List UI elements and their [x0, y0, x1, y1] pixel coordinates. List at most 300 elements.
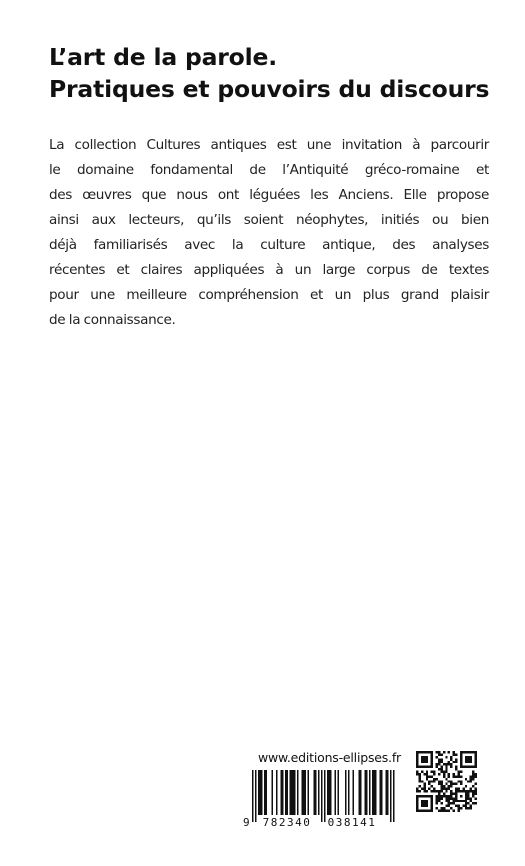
qr-module — [465, 797, 467, 799]
qr-module — [443, 810, 445, 812]
qr-module — [453, 800, 455, 802]
qr-module — [455, 761, 457, 763]
qr-module — [470, 758, 472, 760]
qr-module — [457, 773, 459, 775]
qr-module — [450, 756, 452, 758]
qr-module — [475, 788, 477, 790]
qr-module — [450, 758, 452, 760]
qr-module — [418, 778, 420, 780]
qr-module — [440, 795, 442, 797]
qr-module — [423, 785, 425, 787]
qr-module — [455, 768, 457, 770]
qr-module — [455, 788, 457, 790]
qr-module — [460, 761, 462, 763]
qr-module — [426, 756, 428, 758]
qr-module — [453, 773, 455, 775]
qr-module — [426, 790, 428, 792]
qr-module — [448, 785, 450, 787]
qr-module — [448, 780, 450, 782]
qr-module — [448, 763, 450, 765]
qr-module — [440, 758, 442, 760]
barcode-bar — [276, 770, 278, 815]
qr-module — [418, 810, 420, 812]
qr-module — [455, 792, 457, 794]
qr-module — [440, 797, 442, 799]
qr-module — [440, 785, 442, 787]
qr-module — [460, 795, 462, 797]
qr-module — [457, 788, 459, 790]
qr-module — [433, 773, 435, 775]
barcode-bar — [297, 770, 299, 815]
qr-module — [423, 773, 425, 775]
qr-module — [445, 766, 447, 768]
qr-module — [455, 766, 457, 768]
qr-module — [416, 758, 418, 760]
qr-module — [416, 788, 418, 790]
qr-module — [455, 783, 457, 785]
qr-module — [431, 763, 433, 765]
qr-module — [426, 800, 428, 802]
barcode-bar — [345, 770, 347, 815]
book-title — [49, 41, 499, 105]
qr-module — [423, 802, 425, 804]
barcode-bar — [290, 770, 292, 815]
qr-module — [423, 751, 425, 753]
qr-module — [470, 756, 472, 758]
qr-module — [443, 788, 445, 790]
qr-module — [467, 761, 469, 763]
description-line: de la connaissance. — [49, 312, 176, 328]
qr-code — [416, 751, 477, 812]
qr-module — [436, 795, 438, 797]
qr-module — [460, 763, 462, 765]
qr-module — [450, 790, 452, 792]
qr-module — [475, 758, 477, 760]
qr-module — [470, 807, 472, 809]
qr-module — [445, 797, 447, 799]
description-line: récentes et claires appliquées à un large corpus de textes — [49, 262, 489, 278]
qr-module — [418, 795, 420, 797]
qr-module — [436, 766, 438, 768]
qr-module — [416, 795, 418, 797]
qr-module — [426, 761, 428, 763]
qr-module — [453, 753, 455, 755]
qr-module — [423, 758, 425, 760]
qr-module — [465, 756, 467, 758]
qr-module — [438, 790, 440, 792]
qr-module — [448, 751, 450, 753]
qr-module — [416, 797, 418, 799]
barcode-bar — [264, 770, 266, 815]
qr-module — [426, 795, 428, 797]
qr-module — [443, 795, 445, 797]
qr-module — [431, 753, 433, 755]
barcode-bar — [258, 770, 260, 815]
qr-module — [465, 751, 467, 753]
isbn-barcode — [240, 770, 403, 828]
qr-module — [467, 790, 469, 792]
barcode-bar — [380, 770, 382, 815]
qr-module — [455, 758, 457, 760]
qr-module — [416, 802, 418, 804]
qr-module — [431, 771, 433, 773]
qr-module — [453, 775, 455, 777]
title-line-1: L’art de la parole. — [49, 43, 277, 71]
qr-module — [431, 805, 433, 807]
qr-module — [465, 761, 467, 763]
qr-module — [421, 771, 423, 773]
qr-module — [416, 753, 418, 755]
qr-module — [467, 802, 469, 804]
qr-module — [416, 751, 418, 753]
publisher-website: www.editions-ellipses.fr — [257, 750, 401, 765]
barcode-bar — [314, 770, 316, 815]
qr-module — [421, 780, 423, 782]
qr-module — [455, 795, 457, 797]
description-line: La collection Cultures antiques est une invitation à parcourir — [49, 137, 489, 153]
qr-module — [475, 756, 477, 758]
barcode-bar — [315, 770, 317, 815]
qr-module — [445, 788, 447, 790]
qr-module — [423, 756, 425, 758]
qr-module — [465, 805, 467, 807]
qr-module — [431, 775, 433, 777]
qr-module — [431, 797, 433, 799]
qr-module — [421, 766, 423, 768]
barcode-bar — [294, 770, 296, 815]
qr-module — [448, 761, 450, 763]
qr-module — [431, 780, 433, 782]
qr-module — [450, 807, 452, 809]
qr-module — [426, 771, 428, 773]
qr-module — [426, 778, 428, 780]
barcode-bar — [374, 770, 376, 815]
qr-module — [475, 797, 477, 799]
qr-module — [462, 805, 464, 807]
qr-module — [460, 783, 462, 785]
qr-module — [460, 751, 462, 753]
qr-module — [440, 771, 442, 773]
qr-module — [453, 802, 455, 804]
barcode-bar — [330, 770, 332, 815]
qr-module — [470, 797, 472, 799]
qr-module — [416, 807, 418, 809]
qr-module — [455, 775, 457, 777]
qr-module — [475, 761, 477, 763]
qr-module — [421, 761, 423, 763]
qr-module — [475, 763, 477, 765]
qr-module — [457, 807, 459, 809]
qr-module — [418, 766, 420, 768]
isbn-prefix-digit: 9 — [243, 816, 250, 828]
qr-module — [445, 778, 447, 780]
qr-module — [445, 763, 447, 765]
qr-module — [433, 778, 435, 780]
qr-module — [438, 763, 440, 765]
qr-module — [440, 802, 442, 804]
qr-module — [428, 775, 430, 777]
qr-module — [472, 771, 474, 773]
qr-module — [448, 802, 450, 804]
qr-module — [440, 783, 442, 785]
isbn-left-digits: 782340 — [262, 816, 312, 828]
barcode-bar — [360, 770, 362, 815]
qr-module — [462, 751, 464, 753]
qr-module — [431, 810, 433, 812]
qr-module — [436, 751, 438, 753]
qr-module — [440, 761, 442, 763]
barcode-bar — [308, 770, 310, 815]
qr-module — [465, 795, 467, 797]
qr-module — [438, 773, 440, 775]
qr-module — [448, 805, 450, 807]
qr-module — [470, 805, 472, 807]
qr-module — [472, 775, 474, 777]
qr-module — [450, 763, 452, 765]
qr-module — [440, 807, 442, 809]
qr-module — [467, 751, 469, 753]
qr-module — [470, 751, 472, 753]
qr-module — [416, 766, 418, 768]
qr-module — [423, 790, 425, 792]
qr-module — [448, 810, 450, 812]
qr-module — [472, 778, 474, 780]
barcode-bar — [302, 770, 304, 815]
qr-module — [421, 751, 423, 753]
qr-module — [462, 788, 464, 790]
qr-module — [436, 800, 438, 802]
barcode-bar — [285, 770, 287, 815]
qr-module — [462, 800, 464, 802]
qr-module — [460, 753, 462, 755]
barcode-bar — [359, 770, 361, 815]
qr-module — [472, 802, 474, 804]
qr-module — [460, 756, 462, 758]
qr-module — [428, 783, 430, 785]
qr-module — [467, 758, 469, 760]
qr-module — [457, 800, 459, 802]
qr-module — [453, 761, 455, 763]
collection-description — [49, 133, 489, 333]
barcode-bar — [266, 770, 268, 815]
qr-module — [423, 766, 425, 768]
qr-module — [423, 788, 425, 790]
qr-module — [443, 785, 445, 787]
barcode-bar — [365, 770, 367, 815]
qr-module — [450, 766, 452, 768]
qr-module — [438, 768, 440, 770]
qr-module — [440, 810, 442, 812]
qr-module — [418, 785, 420, 787]
qr-module — [431, 756, 433, 758]
qr-module — [467, 780, 469, 782]
qr-module — [423, 783, 425, 785]
qr-module — [475, 773, 477, 775]
qr-module — [472, 766, 474, 768]
qr-module — [470, 766, 472, 768]
barcode-bar — [338, 770, 340, 815]
qr-module — [438, 810, 440, 812]
qr-module — [443, 773, 445, 775]
qr-module — [431, 802, 433, 804]
qr-module — [450, 797, 452, 799]
qr-module — [431, 807, 433, 809]
qr-module — [416, 790, 418, 792]
barcode-bar — [293, 770, 295, 815]
qr-module — [467, 797, 469, 799]
qr-module — [416, 756, 418, 758]
qr-module — [436, 797, 438, 799]
qr-module — [421, 788, 423, 790]
qr-module — [450, 780, 452, 782]
qr-module — [428, 751, 430, 753]
qr-module — [470, 790, 472, 792]
qr-module — [467, 807, 469, 809]
qr-module — [426, 766, 428, 768]
qr-module — [457, 780, 459, 782]
qr-module — [475, 783, 477, 785]
qr-module — [475, 792, 477, 794]
qr-module — [428, 780, 430, 782]
description-line: pour une meilleure compréhension et un plus grand plaisir — [49, 287, 489, 303]
barcode-bar — [327, 770, 329, 815]
qr-module — [423, 810, 425, 812]
qr-module — [470, 775, 472, 777]
barcode-bar — [281, 770, 283, 815]
qr-module — [418, 790, 420, 792]
qr-module — [416, 773, 418, 775]
title-line-2: Pratiques et pouvoirs du discours — [49, 75, 490, 103]
barcode-bar — [305, 770, 307, 815]
qr-module — [431, 751, 433, 753]
qr-module — [443, 775, 445, 777]
qr-module — [426, 758, 428, 760]
qr-module — [453, 783, 455, 785]
qr-module — [443, 807, 445, 809]
barcode-bar — [272, 770, 274, 815]
qr-module — [431, 785, 433, 787]
qr-module — [475, 802, 477, 804]
qr-module — [426, 810, 428, 812]
qr-module — [438, 792, 440, 794]
barcode-bar — [252, 770, 254, 822]
description-line: déjà familiarisés avec la culture antique, des analyses — [49, 237, 489, 253]
barcode-bar — [282, 770, 284, 815]
qr-module — [445, 800, 447, 802]
description-line: ainsi aux lecteurs, qu’ils soient néophytes, initiés ou bien — [49, 212, 489, 228]
qr-module — [470, 778, 472, 780]
qr-module — [470, 780, 472, 782]
qr-module — [428, 810, 430, 812]
qr-module — [453, 797, 455, 799]
qr-module — [426, 773, 428, 775]
qr-module — [440, 780, 442, 782]
qr-module — [436, 802, 438, 804]
qr-module — [445, 790, 447, 792]
qr-module — [462, 766, 464, 768]
qr-module — [431, 758, 433, 760]
qr-module — [418, 775, 420, 777]
qr-module — [453, 792, 455, 794]
qr-module — [438, 797, 440, 799]
qr-module — [465, 802, 467, 804]
qr-module — [438, 783, 440, 785]
qr-module — [423, 805, 425, 807]
qr-module — [433, 771, 435, 773]
qr-module — [450, 792, 452, 794]
qr-module — [450, 795, 452, 797]
qr-module — [448, 800, 450, 802]
qr-module — [438, 780, 440, 782]
qr-module — [457, 810, 459, 812]
qr-module — [472, 795, 474, 797]
qr-module — [443, 792, 445, 794]
qr-module — [433, 780, 435, 782]
qr-module — [445, 783, 447, 785]
qr-module — [445, 756, 447, 758]
qr-module — [440, 753, 442, 755]
qr-module — [453, 751, 455, 753]
qr-module — [438, 758, 440, 760]
qr-module — [438, 795, 440, 797]
qr-module — [465, 785, 467, 787]
barcode-bar — [390, 770, 392, 822]
qr-module — [438, 800, 440, 802]
qr-module — [423, 761, 425, 763]
qr-module — [472, 790, 474, 792]
qr-module — [460, 807, 462, 809]
qr-module — [475, 751, 477, 753]
qr-module — [443, 763, 445, 765]
qr-module — [445, 805, 447, 807]
qr-module — [443, 751, 445, 753]
qr-module — [418, 751, 420, 753]
qr-module — [450, 802, 452, 804]
barcode-bar — [348, 770, 350, 815]
qr-module — [445, 810, 447, 812]
qr-module — [465, 766, 467, 768]
qr-module — [475, 775, 477, 777]
barcode-bar — [260, 770, 262, 815]
qr-module — [426, 805, 428, 807]
qr-module — [470, 788, 472, 790]
qr-module — [428, 766, 430, 768]
qr-module — [448, 775, 450, 777]
qr-module — [457, 790, 459, 792]
qr-module — [472, 785, 474, 787]
qr-module — [460, 771, 462, 773]
qr-module — [418, 773, 420, 775]
barcode-bar — [287, 770, 289, 815]
qr-module — [460, 766, 462, 768]
qr-module — [416, 761, 418, 763]
qr-module — [436, 807, 438, 809]
qr-module — [455, 753, 457, 755]
qr-module — [431, 766, 433, 768]
qr-module — [431, 761, 433, 763]
qr-module — [457, 771, 459, 773]
qr-module — [455, 800, 457, 802]
qr-module — [467, 756, 469, 758]
qr-module — [433, 788, 435, 790]
barcode-bar — [335, 770, 337, 815]
qr-module — [470, 761, 472, 763]
qr-module — [445, 795, 447, 797]
qr-module — [416, 763, 418, 765]
qr-module — [426, 775, 428, 777]
qr-module — [465, 792, 467, 794]
qr-module — [475, 790, 477, 792]
